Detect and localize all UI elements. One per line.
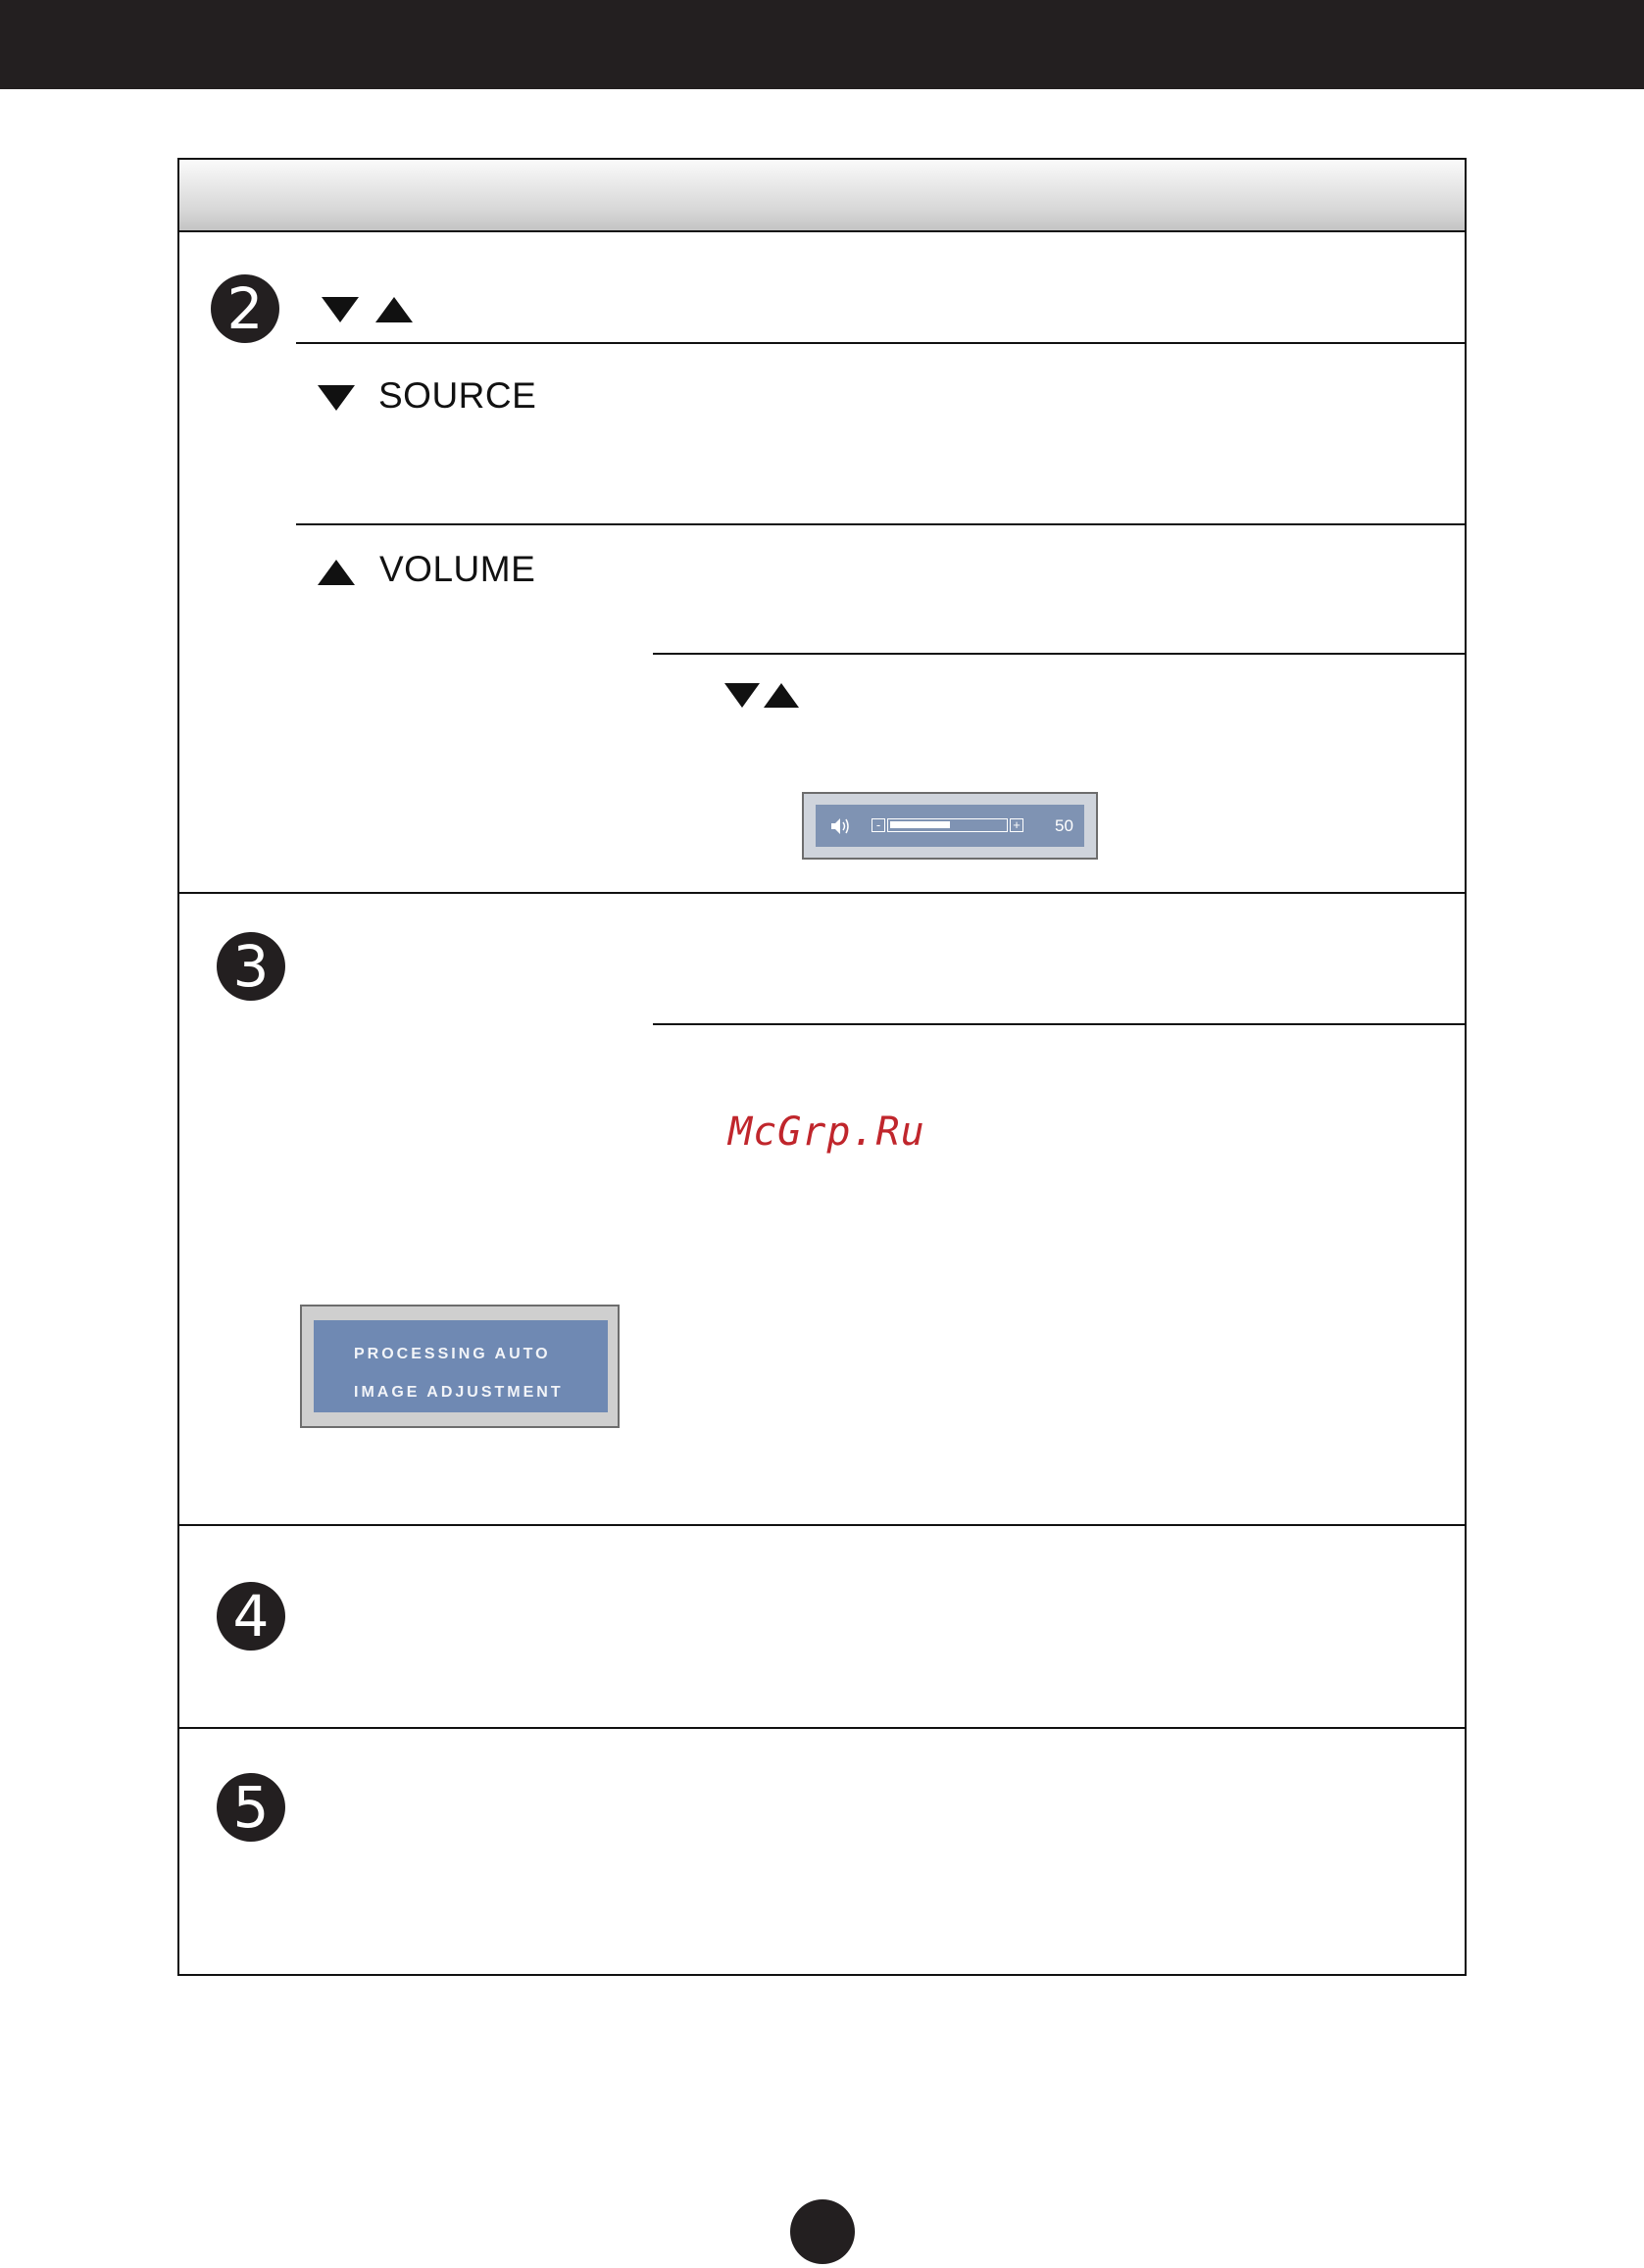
page-number-badge [790, 2199, 855, 2264]
watermark-text: McGrp.Ru [728, 1109, 925, 1155]
volume-label: VOLUME [379, 549, 536, 589]
down-arrow-icon [316, 383, 357, 413]
section-divider [179, 1524, 1467, 1526]
step-5-number: 5 [217, 1773, 285, 1842]
step-3-number: 3 [217, 932, 285, 1001]
down-up-arrows-icon [722, 680, 803, 710]
up-arrow-icon [316, 558, 357, 587]
speaker-icon [829, 816, 851, 836]
volume-osd-window [802, 792, 1098, 860]
osd-line-2: IMAGE ADJUSTMENT [354, 1384, 564, 1401]
volume-minus-icon[interactable]: - [872, 818, 885, 832]
divider [296, 523, 1467, 525]
volume-osd-bar [816, 805, 1084, 847]
section-divider [179, 1727, 1467, 1729]
step-2-number: 2 [211, 274, 279, 343]
step-4-number: 4 [217, 1582, 285, 1651]
panel-header [179, 160, 1465, 232]
volume-plus-icon[interactable]: + [1010, 818, 1023, 832]
divider [296, 342, 1467, 344]
volume-value: 50 [1055, 816, 1073, 835]
top-header-bar [0, 0, 1644, 89]
divider [653, 1023, 1467, 1025]
down-up-arrows-icon [322, 293, 415, 324]
instruction-panel [177, 158, 1467, 1976]
auto-adjust-osd-message [314, 1320, 608, 1412]
volume-slider-track[interactable] [887, 818, 1008, 832]
section-divider [179, 892, 1467, 894]
source-label: SOURCE [378, 375, 537, 416]
volume-slider-fill [890, 821, 950, 828]
auto-adjust-osd-window [300, 1305, 620, 1428]
osd-line-1: PROCESSING AUTO [354, 1346, 551, 1362]
divider [653, 653, 1467, 655]
